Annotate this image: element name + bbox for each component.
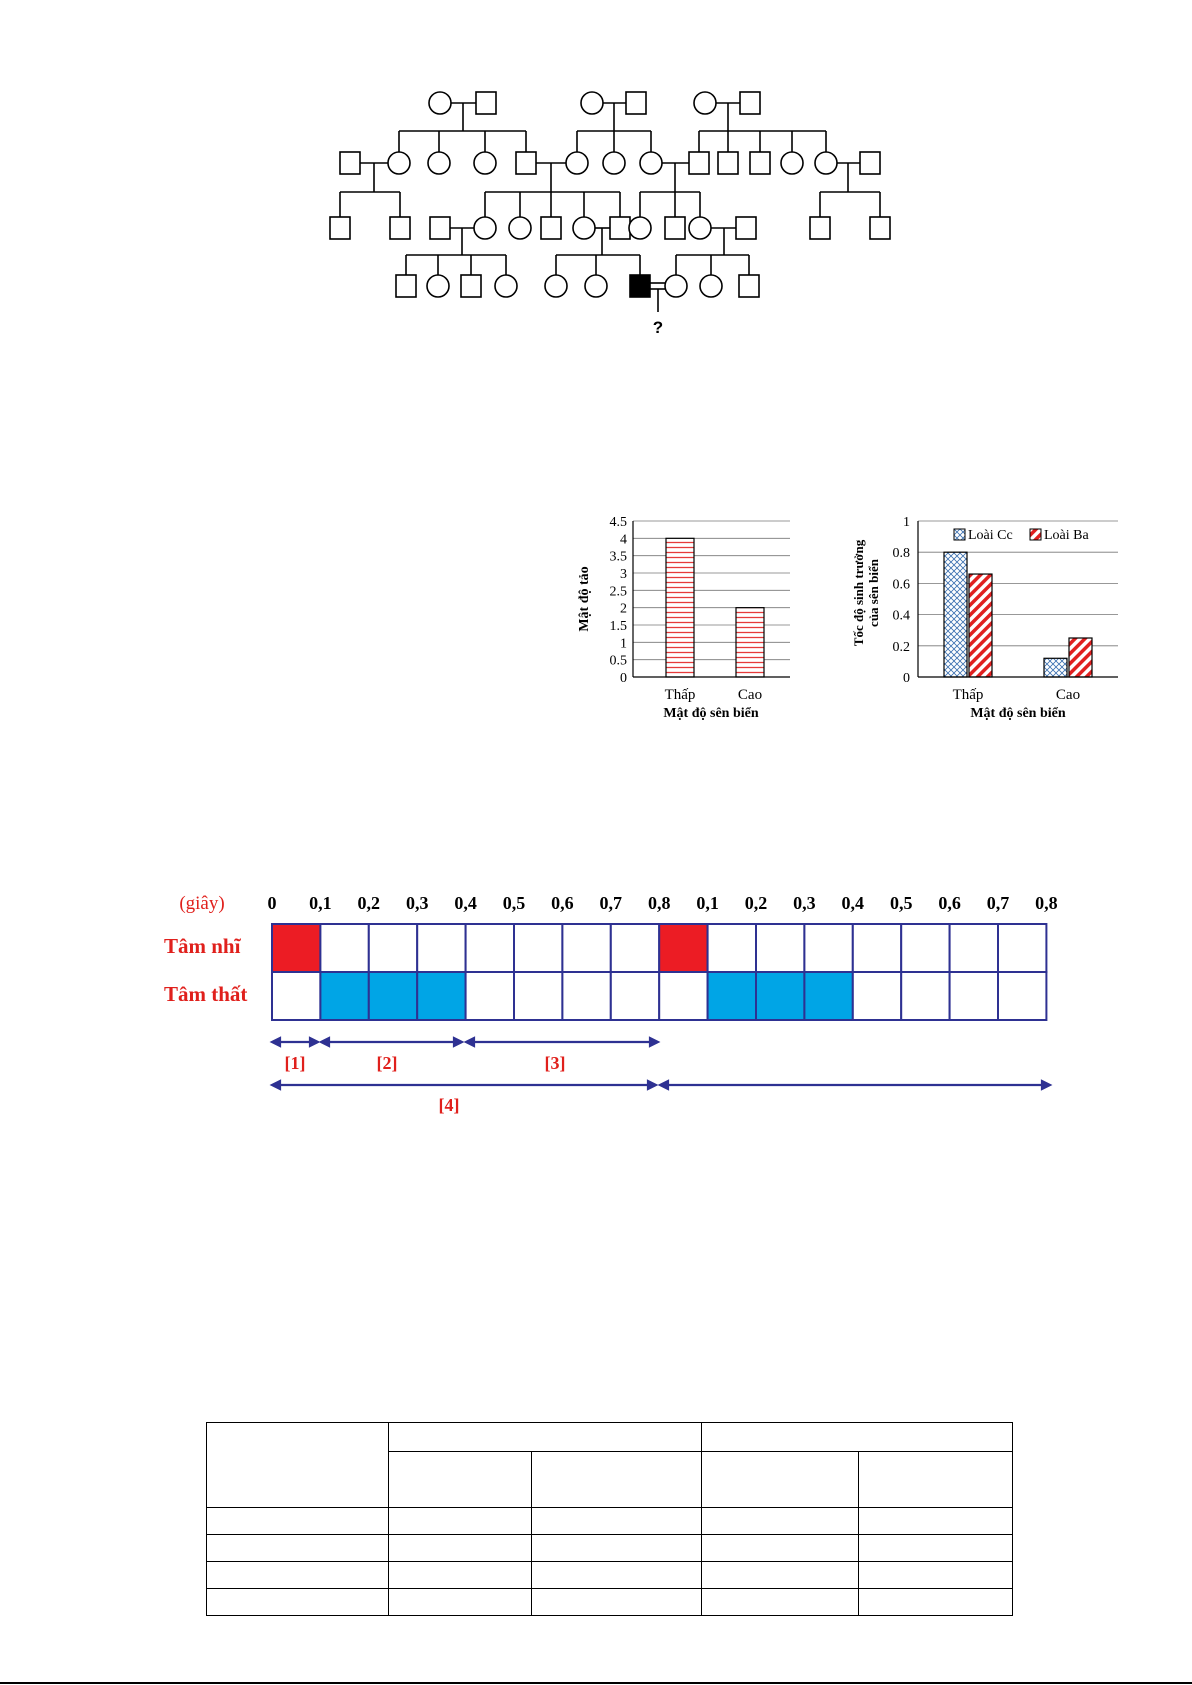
algae-density-chart <box>570 505 820 725</box>
ventricle-cell <box>369 972 417 1020</box>
chart2-ytick: 0 <box>903 671 910 686</box>
atrium-cell <box>320 924 368 972</box>
atrium-cell <box>998 924 1046 972</box>
chart1-ytick: 1 <box>620 636 627 652</box>
unknown-offspring-label: ? <box>652 318 664 337</box>
cardiac-cycle-diagram <box>150 880 1080 1120</box>
chart2-xtick: Cao <box>1055 687 1081 703</box>
time-label: 0,3 <box>793 893 816 913</box>
atrium-cell <box>950 924 998 972</box>
ventricle-row-label: Tâm thất <box>164 982 248 1006</box>
phase-label-4: [4] <box>438 1095 460 1115</box>
ventricle-cell <box>466 972 514 1020</box>
chart1-ytick: 0 <box>620 671 627 686</box>
time-label: 0,5 <box>502 893 526 913</box>
atrium-cell <box>659 924 707 972</box>
time-label: 0,6 <box>551 893 574 913</box>
chart2-bar-ba <box>1069 638 1092 677</box>
chart1-ytick: 3 <box>620 567 627 582</box>
phase-label-1: [1] <box>284 1053 306 1073</box>
table-cell <box>702 1423 1013 1452</box>
time-label: 0,5 <box>889 893 913 913</box>
table-cell <box>702 1452 859 1508</box>
legend-swatch-ba <box>1030 529 1041 540</box>
atrium-cell <box>611 924 659 972</box>
ventricle-cell <box>756 972 804 1020</box>
phase-label-3: [3] <box>544 1053 566 1073</box>
chart1-ytick: 4 <box>620 532 627 548</box>
pedigree-chart <box>300 80 900 350</box>
empty-data-table <box>206 1422 1013 1616</box>
atrium-cell <box>562 924 610 972</box>
table-cell <box>389 1452 532 1508</box>
chart2-ytick: 0.6 <box>892 577 910 593</box>
chart1-bar <box>736 608 764 677</box>
ventricle-cell <box>272 972 320 1020</box>
ventricle-cell <box>853 972 901 1020</box>
chart2-ytick: 0.8 <box>892 546 910 562</box>
atrium-cell <box>369 924 417 972</box>
ventricle-cell <box>804 972 852 1020</box>
time-label: 0,1 <box>696 893 719 913</box>
chart1-ytick: 2 <box>620 601 627 617</box>
chart1-ytick: 3.5 <box>609 549 627 565</box>
ventricle-cell <box>901 972 949 1020</box>
table-cell <box>389 1423 702 1452</box>
time-label: 0,3 <box>405 893 429 913</box>
atrium-cell <box>804 924 852 972</box>
ventricle-cell <box>998 972 1046 1020</box>
chart2-ylabel-line1: Tốc độ sinh trưởng <box>851 539 866 647</box>
time-label: 0,4 <box>454 893 477 913</box>
chart2-xtick: Thấp <box>952 687 984 703</box>
chart1-bar <box>666 538 694 677</box>
time-label: 0,4 <box>841 893 865 913</box>
chart1-xtick: Thấp <box>664 687 696 703</box>
legend-label-ba: Loài Ba <box>1044 528 1089 543</box>
chart2-ytick: 0.2 <box>892 639 910 655</box>
chart1-ytick: 2.5 <box>609 584 627 600</box>
atrium-cell <box>708 924 756 972</box>
time-label: 0,2 <box>357 893 381 913</box>
table-row <box>207 1562 1013 1589</box>
ventricle-cell <box>611 972 659 1020</box>
time-label: 0,2 <box>744 893 768 913</box>
chart1-xlabel: Mật độ sên biển <box>663 706 759 721</box>
ventricle-cell <box>320 972 368 1020</box>
time-label: 0,7 <box>986 893 1010 913</box>
time-label: 0,8 <box>647 893 671 913</box>
chart1-ytick: 1.5 <box>609 619 627 634</box>
ventricle-cell <box>417 972 465 1020</box>
chart2-bar-ba <box>969 574 992 677</box>
ventricle-cell <box>950 972 998 1020</box>
chart1-ylabel: Mật độ tảo <box>577 566 592 632</box>
legend-label-cc: Loài Cc <box>968 528 1013 543</box>
page-footer-rule <box>0 1682 1192 1684</box>
ventricle-cell <box>708 972 756 1020</box>
table-cell <box>859 1452 1013 1508</box>
time-label: 0,7 <box>599 893 623 913</box>
ventricle-cell <box>562 972 610 1020</box>
chart2-bar-cc <box>944 552 967 677</box>
atrium-cell <box>901 924 949 972</box>
chart2-ytick: 0.4 <box>892 608 910 624</box>
atrium-cell <box>514 924 562 972</box>
ventricle-cell <box>514 972 562 1020</box>
chart2-xlabel: Mật độ sên biển <box>970 706 1066 721</box>
table-row <box>207 1508 1013 1535</box>
growth-rate-chart <box>840 505 1130 725</box>
chart2-ylabel-line2: của sên biển <box>866 559 881 627</box>
chart1-xtick: Cao <box>737 687 763 703</box>
atrium-cell <box>417 924 465 972</box>
time-label: 0,1 <box>309 893 332 913</box>
chart1-ytick: 0.5 <box>609 653 627 669</box>
atrium-cell <box>466 924 514 972</box>
time-label: 0,6 <box>938 893 961 913</box>
ventricle-cell <box>659 972 707 1020</box>
atrium-cell <box>272 924 320 972</box>
atrium-cell <box>853 924 901 972</box>
chart1-ytick: 4.5 <box>609 515 627 530</box>
time-label: 0,8 <box>1035 893 1058 913</box>
chart2-ytick: 1 <box>903 515 910 530</box>
table-row <box>207 1589 1013 1616</box>
legend-swatch-cc <box>954 529 965 540</box>
time-unit-label: (giây) <box>179 893 225 914</box>
table-cell <box>207 1423 389 1508</box>
phase-label-2: [2] <box>376 1053 398 1073</box>
chart2-bar-cc <box>1044 658 1067 677</box>
table-row <box>207 1535 1013 1562</box>
time-label: 0 <box>267 893 277 913</box>
atrium-cell <box>756 924 804 972</box>
atrium-row-label: Tâm nhĩ <box>164 934 241 958</box>
table-cell <box>532 1452 702 1508</box>
